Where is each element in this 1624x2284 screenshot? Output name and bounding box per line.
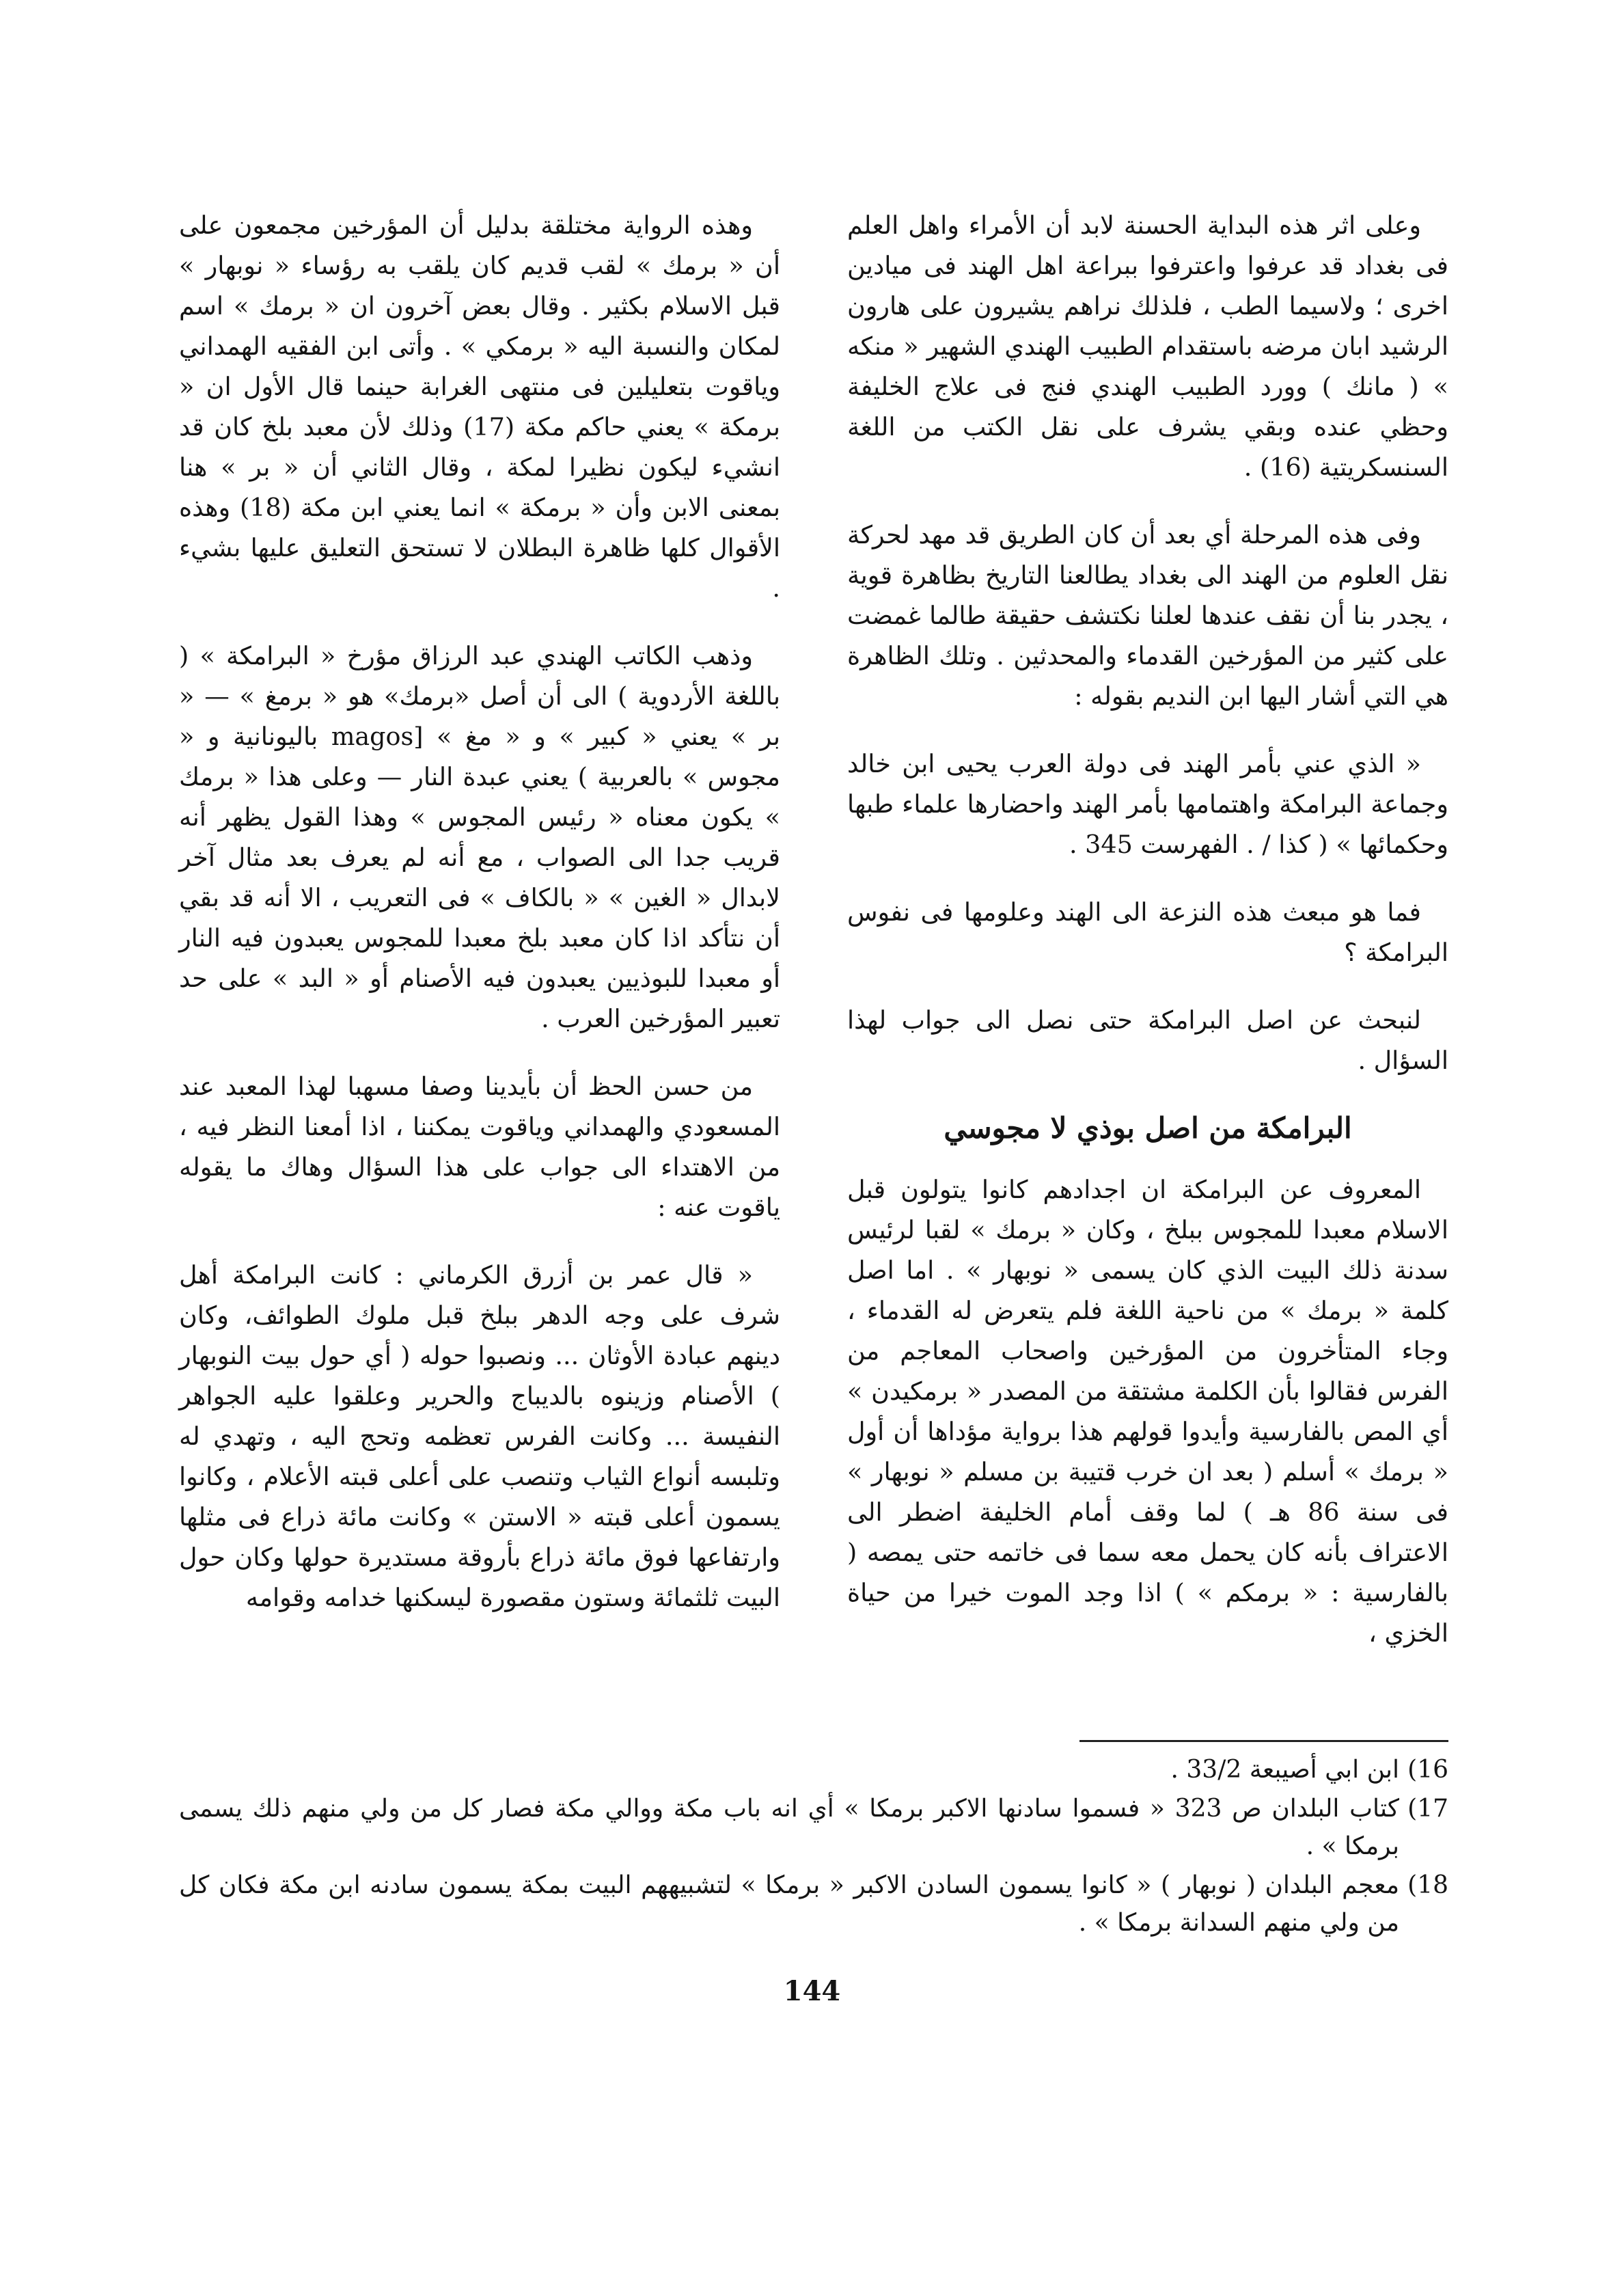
footnote-number: 17): [1407, 1795, 1448, 1823]
paragraph: وذهب الكاتب الهندي عبد الرزاق مؤرخ « البرامكة » ( باللغة الأردوية ) الى أن أصل «برمك» هو « برمغ » — « بر » يعني « كبير » و « مغ » [magos باليونانية و « مجوس » بالعربية ) يعني عبدة النار — وعلى هذا « برمك » يكون معناه « رئيس المجوس » وهذا القول يظهر أنه قريب جدا الى الصواب ، مع أنه لم يعرف بعد مثال آخر لابدال « الغين » « بالكاف » فى التعريب ، الا أنه قد بقي أن نتأكد اذا كان معبد بلخ معبدا للمجوس يعبدون فيه النار أو معبدا للبوذيين يعبدون فيه الأصنام أو « البد » على حد تعبير المؤرخين العرب .: [179, 641, 780, 1033]
footnote-text: معجم البلدان ( نوبهار ) « كانوا يسمون السادن الاكبر « برمكا » لتشبيههم البيت بمكة يسمون سادنه ابن مكة فكان كل من ولي منهم السدانة برمكا » .: [179, 1871, 1399, 1937]
paragraph: لنبحث عن اصل البرامكة حتى نصل الى جواب لهذا السؤال .: [847, 1005, 1448, 1075]
page-number: 144: [783, 1975, 841, 2007]
footnote: [179, 1751, 1448, 1789]
left-column: [179, 205, 780, 1645]
footnote-separator: [1079, 1740, 1448, 1742]
section-heading: البرامكة من اصل بوذي لا مجوسي: [944, 1111, 1352, 1145]
paragraph: وفى هذه المرحلة أي بعد أن كان الطريق قد مهد لحركة نقل العلوم من الهند الى بغداد يطالعنا التاريخ بظاهرة قوية ، يجدر بنا أن نقف عندها لعلنا نكتشف حقيقة طالما غمضت على كثير من المؤرخين القدماء والمحدثين . وتلك الظاهرة هي التي أشار اليها ابن النديم بقوله :: [847, 520, 1448, 711]
paragraph: من حسن الحظ أن بأيدينا وصفا مسهبا لهذا المعبد عند المسعودي والهمداني وياقوت يمكننا ، اذا أمعنا النظر فيه ، من الاهتداء الى جواب على هذا السؤال وهاك ما يقوله ياقوت عنه :: [179, 1072, 780, 1222]
footnote-text: كتاب البلدان ص 323 « فسموا سادنها الاكبر برمكا » أي انه باب مكة ووالي مكة فصار كل من ولي منهم ذلك يسمى برمكا » .: [179, 1795, 1399, 1860]
footnote-number: 18): [1407, 1871, 1448, 1899]
paragraph: فما هو مبعث هذه النزعة الى الهند وعلومها فى نفوس البرامكة ؟: [847, 897, 1448, 967]
paragraph: وعلى اثر هذه البداية الحسنة لابد أن الأمراء واهل العلم فى بغداد قد عرفوا واعترفوا ببراعة اهل الهند فى ميادين اخرى ؛ ولاسيما الطب ، فلذلك نراهم يشيرون على هارون الرشيد ابان مرضه باستقدام الطبيب الهندي الشهير « منكه » ( مانك ) وورد الطبيب الهندي فنج فى علاج الخليفة وحظي عنده وبقي يشرف على نقل الكتب من اللغة السنسكريتية (16) .: [847, 210, 1448, 482]
quote-paragraph: « الذي عني بأمر الهند فى دولة العرب يحيى ابن خالد وجماعة البرامكة واهتمامها بأمر الهند واحضارها علماء طبها وحكمائها » ( كذا / . الفهرست 345 .: [847, 749, 1448, 859]
right-column: [847, 205, 1448, 1681]
quote-paragraph: « قال عمر بن أزرق الكرماني : كانت البرامكة أهل شرف على وجه الدهر ببلخ قبل ملوك الطوائف، وكان دينهم عبادة الأوثان ... ونصبوا حوله ( أي حول بيت النوبهار ) الأصنام وزينوه بالديباج والحرير وعلقوا عليه الجواهر النفيسة ... وكانت الفرس تعظمه وتحج اليه ، وتهدي له وتلبسه أنواع الثياب وتنصب على أعلى قبته الأعلام ، وكانوا يسمون أعلى قبته « الاستن » وكانت مائة ذراع فى مثلها وارتفاعها فوق مائة ذراع بأروقة مستديرة حولها وكان حول البيت ثلثمائة وستون مقصورة ليسكنها خدامه وقوامه: [179, 1260, 780, 1612]
footnotes: [179, 1751, 1448, 1943]
paragraph: وهذه الرواية مختلقة بدليل أن المؤرخين مجمعون على أن « برمك » لقب قديم كان يلقب به رؤساء « نوبهار » قبل الاسلام بكثير . وقال بعض آخرون ان « برمك » اسم لمكان والنسبة اليه « برمكي » . وأتى ابن الفقيه الهمداني وياقوت بتعليلين فى منتهى الغرابة حينما قال الأول ان « برمكة » يعني حاكم مكة (17) وذلك لأن معبد بلخ كان قد انشيء ليكون نظيرا لمكة ، وقال الثاني أن « بر » هنا بمعنى الابن وأن « برمكة » انما يعني ابن مكة (18) وهذه الأقوال كلها ظاهرة البطلان لا تستحق التعليق عليها بشيء .: [179, 210, 780, 603]
footnote-number: 16): [1407, 1756, 1448, 1784]
footnote: [179, 1790, 1448, 1865]
footnote-text: ابن ابي أصيبعة 33/2 .: [1170, 1756, 1399, 1784]
paragraph: المعروف عن البرامكة ان اجدادهم كانوا يتولون قبل الاسلام معبدا للمجوس ببلخ ، وكان « برمك » لقبا لرئيس سدنة ذلك البيت الذي كان يسمى « نوبهار » . اما اصل كلمة « برمك » من ناحية اللغة فلم يتعرض له القدماء ، وجاء المتأخرون من المؤرخين واصحاب المعاجم من الفرس فقالوا بأن الكلمة مشتقة من المصدر « برمكيدن » أي المص بالفارسية وأيدوا قولهم هذا برواية مؤداها أن أول « برمك » أسلم ( بعد ان خرب قتيبة بن مسلم « نوبهار » فى سنة 86 هـ ) لما وقف أمام الخليفة اضطر الى الاعتراف بأنه كان يحمل معه سما فى خاتمه حتى يمصه ( بالفارسية : « برمكم » ) اذا وجد الموت خيرا من حياة الخزي ،: [847, 1175, 1449, 1648]
footnote: [179, 1866, 1448, 1942]
